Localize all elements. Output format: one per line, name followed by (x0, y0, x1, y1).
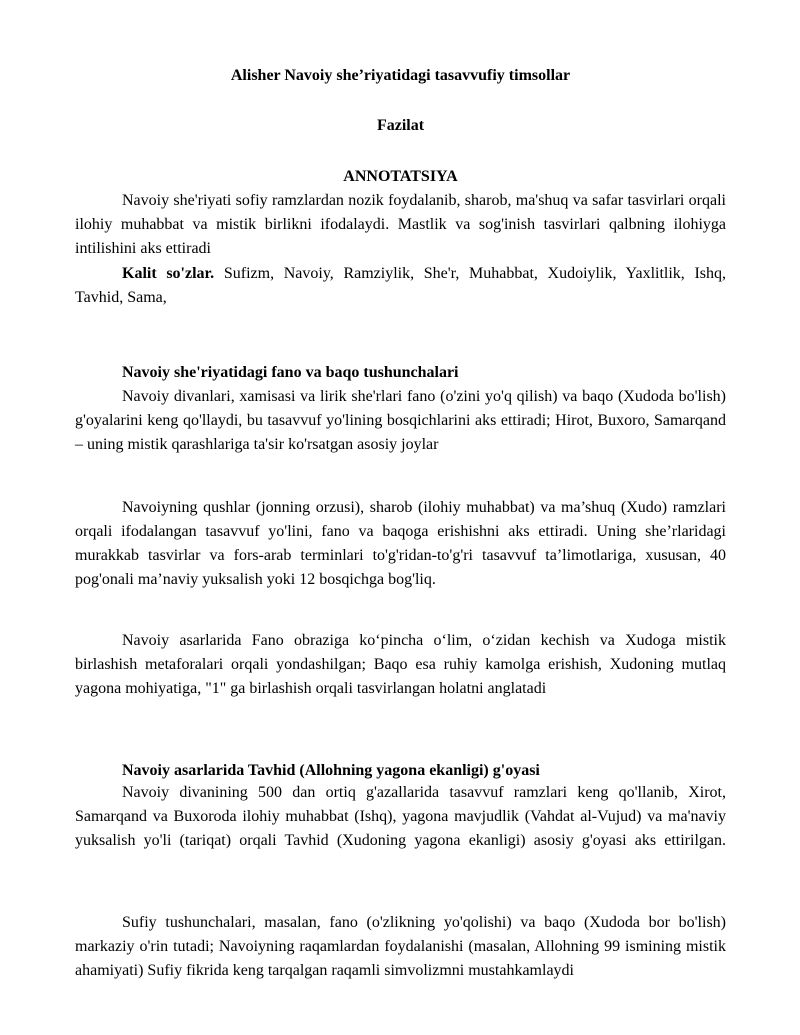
keywords-label: Kalit so'zlar. (122, 265, 215, 282)
annotation-heading: ANNOTATSIYA (343, 168, 458, 185)
section1-paragraph-2: Navoiyning qushlar (jonning orzusi), sharob (ilohiy muhabbat) va ma’shuq (Xudo) ramzlari orqali ifodalangan tasavvuf yo'lini, fano va baqoga erishishni aks ettiradi. Uning she’rlaridagi murakkab tasvirlar va fors-arab terminlari to'g'ridan-to'g'ri tasavvuf ta’limotlariga, xususan, 40 pog'onali ma’naviy yuksalish yoki 12 bosqichga bog'liq. (75, 499, 726, 588)
section2-paragraph-1: Navoiy divanining 500 dan ortiq g'azallarida tasavvuf ramzlari keng qo'llanib, Xirot, Samarqand va Buxoroda ilohiy muhabbat (Ishq), yagona mavjudlik (Vahdat al-Vujud) va ma'naviy yuksalish yo'li (tariqat) orqali Tavhid (Xudoning yagona ekanligi) asosiy g'oyasi aks ettirilgan. (75, 784, 726, 849)
section1-paragraph-3: Navoiy asarlarida Fano obraziga ko‘pincha o‘lim, o‘zidan kechish va Xudoga mistik birlashish metaforalari orqali yondashilgan; Baqo esa ruhiy kamolga erishish, Xudoning mutlaq yagona mohiyatiga, "1" ga birlashish orqali tasvirlangan holatni anglatadi (75, 632, 726, 697)
annotation-text: Navoiy she'riyati sofiy ramzlardan nozik foydalanib, sharob, ma'shuq va safar tasvirlari orqali ilohiy muhabbat va mistik birlikni ifodalaydi. Mastlik va sog'inish tasvirlari qalbning ilohiyga intilishini aks ettiradi (75, 192, 726, 257)
section2-paragraph-2: Sufiy tushunchalari, masalan, fano (o'zlikning yo'qolishi) va baqo (Xudoda bor bo'lish) markaziy o'rin tutadi; Navoiyning raqamlardan foydalanishi (masalan, Allohning 99 ismining mistik ahamiyati) Sufiy fikrida keng tarqalgan raqamli simvolizmni mustahkamlaydi (75, 914, 726, 979)
keywords-list: Sufizm, Navoiy, Ramziylik, She'r, Muhabbat, Xudoiylik, Yaxlitlik, Ishq, Tavhid, Sama, (75, 265, 727, 306)
document-title: Alisher Navoiy she’riyatidagi tasavvufiy timsollar (230, 67, 571, 84)
section2-heading: Navoiy asarlarida Tavhid (Allohning yagona ekanligi) g'oyasi (122, 762, 540, 779)
section1-heading: Navoiy she'riyatidagi fano va baqo tushunchalari (122, 364, 459, 381)
author-name: Fazilat (376, 117, 425, 134)
section1-paragraph-1: Navoiy divanlari, xamisasi va lirik she'rlari fano (o'zini yo'q qilish) va baqo (Xudoda bo'lish) g'oyalarini keng qo'llaydi, bu tasavvuf yo'lining bosqichlarini aks ettiradi; Hirot, Buxoro, Samarqand – uning mistik qarashlariga ta'sir ko'rsatgan asosiy joylar (75, 388, 726, 453)
keywords-paragraph (75, 262, 726, 310)
